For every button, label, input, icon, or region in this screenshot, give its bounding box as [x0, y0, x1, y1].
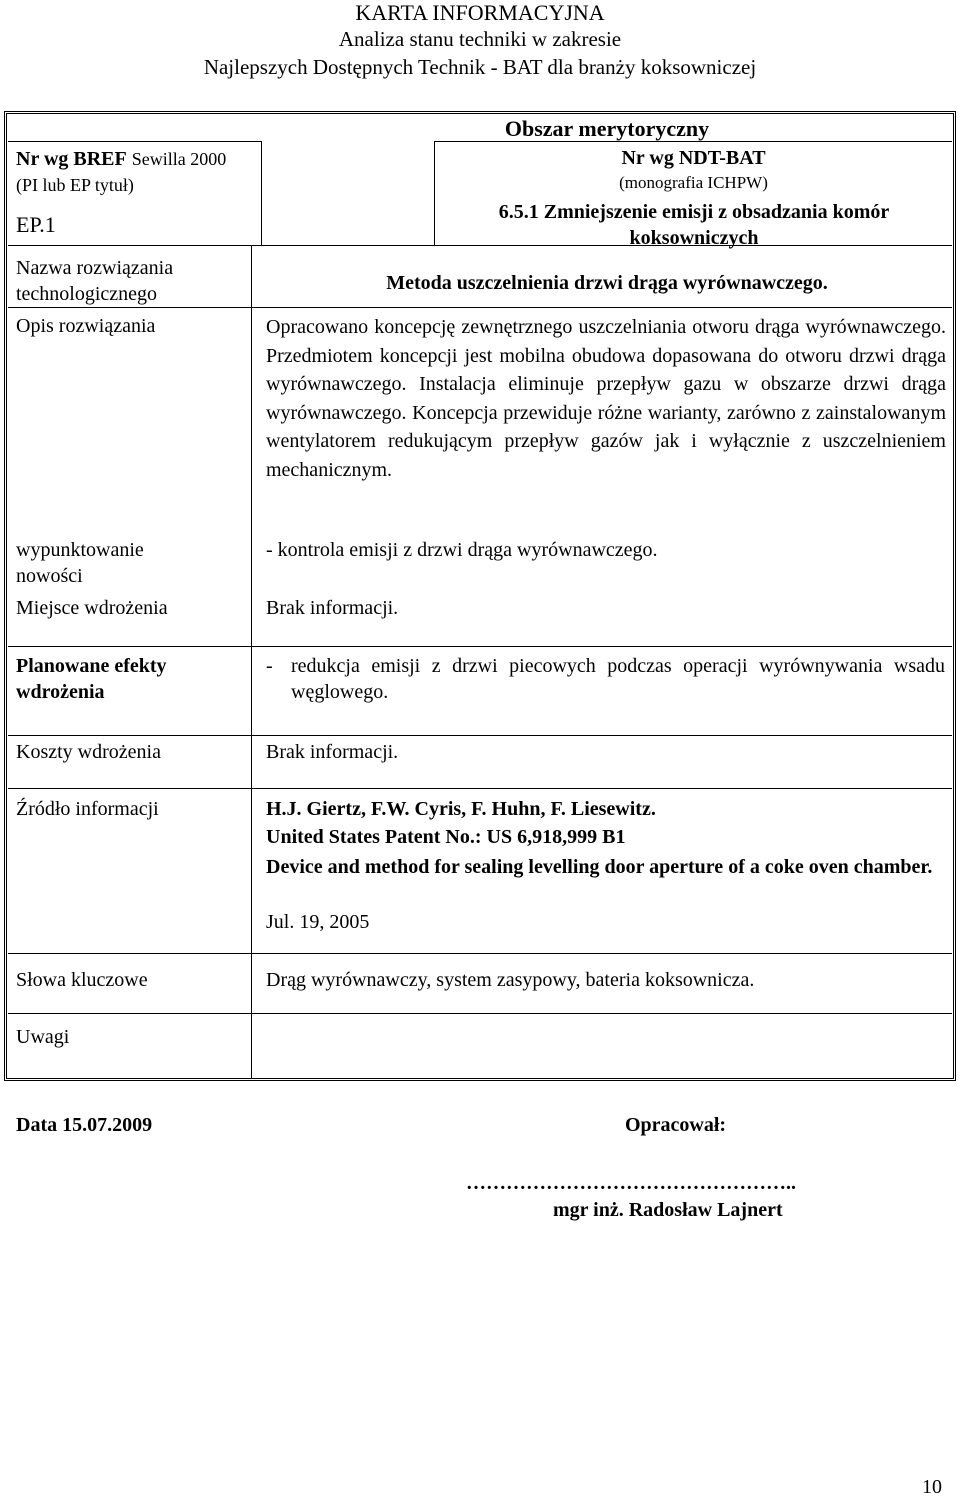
ndt-label: Nr wg NDT-BAT	[621, 147, 766, 169]
row-value-planowane: redukcja emisji z drzwi piecowych podczas operacji wyrównywania wsadu węglowego.	[291, 655, 945, 703]
row-value-slowa: Drąg wyrównawczy, system zasypowy, bateria koksownicza.	[266, 969, 755, 991]
row-divider-zrodlo	[8, 953, 952, 954]
row-divider-miejsce	[8, 646, 952, 647]
source-patent-number: : US 6,918,999 B1	[474, 826, 626, 848]
source-authors: H.J. Giertz, F.W. Cyris, F. Huhn, F. Liesewitz.	[266, 798, 656, 820]
signature-dots: …………………………………………..	[466, 1172, 796, 1194]
bref-label-bold: Nr wg BREF	[16, 148, 127, 170]
document-date: Data 15.07.2009	[16, 1114, 153, 1136]
row-divider-planowane	[8, 735, 952, 736]
row-label-zrodlo: Źródło informacji	[16, 798, 159, 820]
ndt-value: 6.5.1 Zmniejszenie emisji z obsadzania komór koksowniczych	[498, 201, 890, 249]
document-subtitle-2: Najlepszych Dostępnych Technik - BAT dla branży koksowniczej	[203, 55, 757, 79]
row-value-miejsce: Brak informacji.	[266, 597, 399, 619]
row-value-planowane-dash: -	[266, 655, 273, 677]
row-divider-slowa	[8, 1013, 952, 1014]
row-value-nazwa: Metoda uszczelnienia drzwi drąga wyrównawczego.	[386, 272, 828, 294]
row-value-nowosci: - kontrola emisji z drzwi drąga wyrównawczego.	[266, 539, 658, 561]
row-label-nowosci: wypunktowanie nowości	[16, 539, 144, 587]
bref-sublabel: (PI lub EP tytuł)	[16, 175, 134, 195]
row-label-planowane: Planowane efekty wdrożenia	[16, 655, 167, 703]
row-label-miejsce: Miejsce wdrożenia	[16, 597, 168, 619]
bref-value: EP.1	[16, 212, 56, 237]
bref-label	[16, 146, 261, 172]
top-row-divider	[8, 141, 261, 142]
author-name: mgr inż. Radosław Lajnert	[553, 1199, 783, 1221]
row-divider-koszty	[8, 788, 952, 789]
source-date: Jul. 19, 2005	[266, 911, 370, 933]
row-label-opis: Opis rozwiązania	[16, 315, 156, 337]
document-title: KARTA INFORMACYJNA	[355, 0, 605, 25]
row-divider-nazwa	[8, 307, 952, 308]
bref-label-city: Sewilla 2000	[131, 149, 227, 169]
source-title: Device and method for sealing levelling door aperture of a coke oven chamber.	[266, 856, 933, 878]
source-patent	[266, 824, 946, 850]
row-label-nazwa: Nazwa rozwiązania technologicznego	[16, 257, 174, 305]
row-value-opis: Opracowano koncepcję zewnętrznego uszczelniania otworu drąga wyrównawczego. Przedmiotem koncepcji jest mobilna obudowa dopasowana do otworu drzwi drąga wyrównawczego. Instalacja eliminuje przepływ gazu w obszarze drzwi drąga wyrównawczego. Koncepcja przewiduje różne warianty, zarówno z zainstalowanym wentylatorem redukującym przepływ gazów jak i wyłącznie z uszczelnieniem mechanicznym.	[266, 316, 946, 481]
row-label-koszty: Koszty wdrożenia	[16, 741, 161, 763]
prepared-by-label: Opracował:	[625, 1114, 727, 1136]
row-label-slowa: Słowa kluczowe	[16, 969, 148, 991]
obszar-merytoryczny-label: Obszar merytoryczny	[504, 116, 710, 141]
row-label-uwagi: Uwagi	[16, 1026, 70, 1048]
row-value-koszty: Brak informacji.	[266, 741, 399, 763]
document-subtitle-1: Analiza stanu techniki w zakresie	[338, 27, 622, 51]
source-patent-label: United States Patent No.	[266, 826, 475, 848]
bref-column-right-border	[261, 141, 262, 245]
ndt-sublabel: (monografia ICHPW)	[619, 173, 768, 192]
page-number: 10	[922, 1476, 942, 1498]
